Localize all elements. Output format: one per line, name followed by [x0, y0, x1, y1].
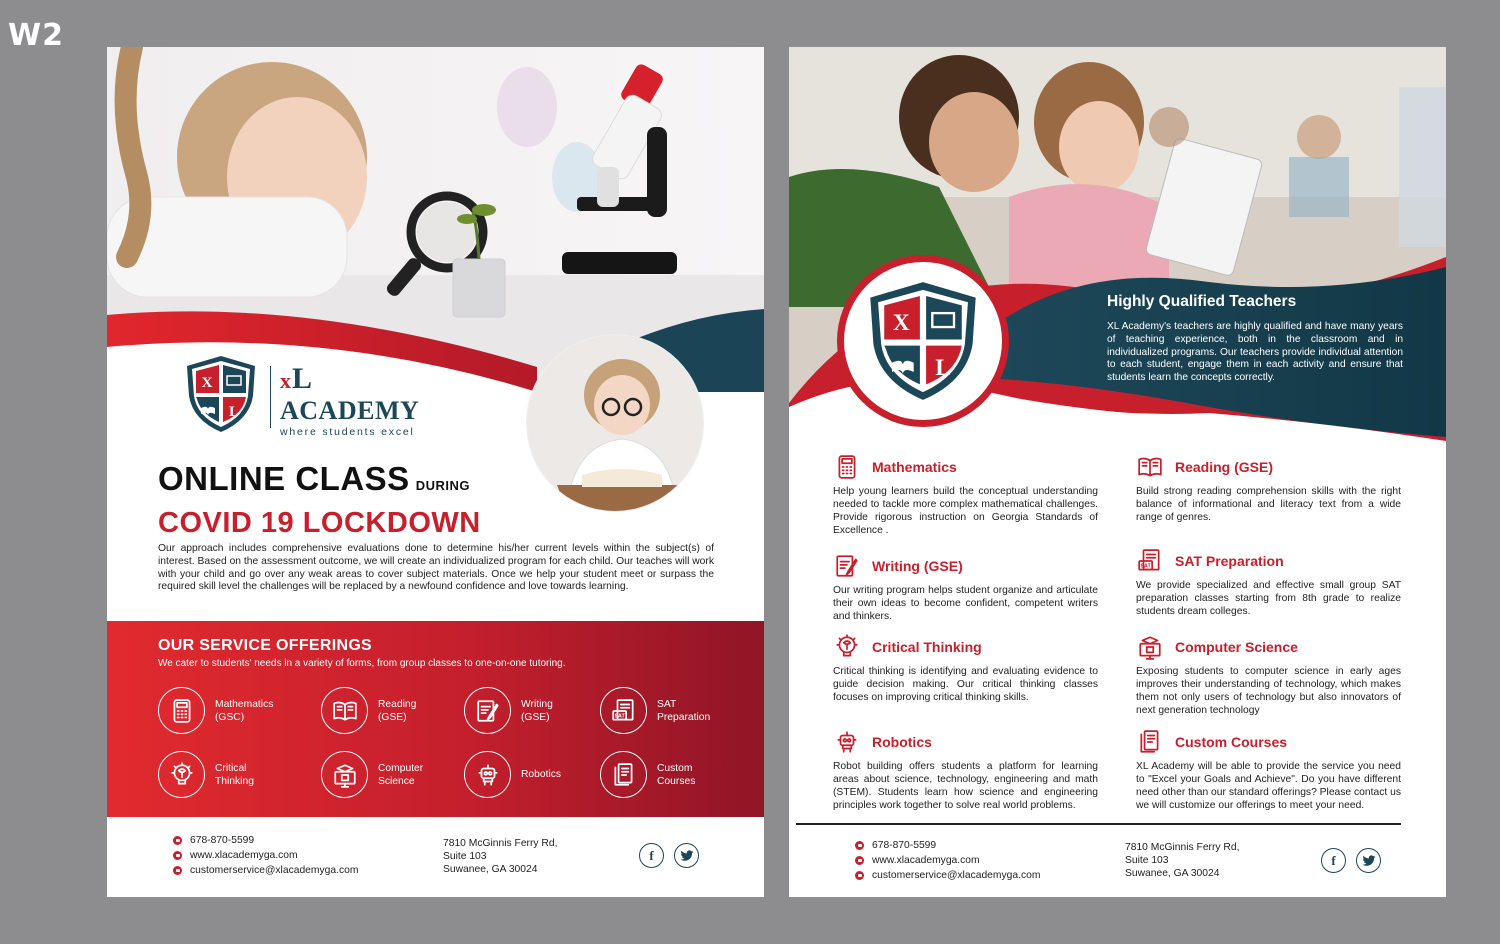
- svg-text:L: L: [935, 355, 951, 382]
- svg-text:L: L: [228, 404, 240, 420]
- social-links: [639, 843, 699, 868]
- feature-block: [833, 552, 1098, 624]
- service-item: [600, 751, 731, 798]
- facebook-icon[interactable]: f: [1321, 848, 1346, 873]
- brand-wordmark: xL ACADEMY where students excel: [280, 362, 420, 438]
- service-label: Robotics: [521, 769, 562, 780]
- service-label: Mathematics (GSC): [215, 698, 274, 723]
- service-item: [321, 687, 452, 734]
- feature-block: [1136, 728, 1401, 813]
- hero-photo: [107, 47, 764, 392]
- feature-title: Reading (GSE): [1175, 459, 1274, 475]
- writing-icon: [833, 552, 861, 580]
- phone-icon: [855, 841, 864, 850]
- calculator-icon: [833, 453, 861, 481]
- email-link[interactable]: customerservice@xlacademyga.com: [190, 865, 359, 876]
- feature-block: [833, 728, 1098, 813]
- service-item: [464, 687, 595, 734]
- feature-description: Help young learners build the conceptual understanding needed to tackle more complex mathematical challenges. Provide rigorous instruction on Georgia Standards of Excellence .: [833, 486, 1098, 536]
- flyer-front-page: [107, 47, 764, 897]
- contact-list: [173, 833, 358, 878]
- service-label: Writing (GSE): [521, 698, 553, 723]
- brain-icon: [158, 751, 205, 798]
- svg-text:X: X: [892, 310, 910, 337]
- email-icon: [173, 866, 182, 875]
- intro-paragraph: Our approach includes comprehensive evaluations done to determine his/her current levels within the subject(s) of interest. Based on the assessment outcome, we will create an individualized program for each child. Our teaches will work with your child and go over any weak areas to cover subject materials. Once we help your student meet or surpass the required skill level the challenges will be replaced by a newfound confidence and love towards learning.: [158, 543, 714, 593]
- shield-emblem: [837, 255, 1009, 427]
- feature-title: SAT Preparation: [1175, 553, 1284, 569]
- robot-icon: [833, 728, 861, 756]
- writing-icon: [464, 687, 511, 734]
- computer-icon: [321, 751, 368, 798]
- sat-icon: [1136, 547, 1164, 575]
- email-link[interactable]: customerservice@xlacademyga.com: [872, 870, 1041, 881]
- xl-academy-logo: [185, 354, 445, 436]
- contact-list: [855, 838, 1040, 883]
- feature-description: Critical thinking is identifying and evaluating evidence to guide decision making. Our critical thinking classes focuses on improving critical thinking skills.: [833, 666, 1098, 703]
- service-item: [158, 687, 289, 734]
- feature-description: We provide specialized and effective small group SAT preparation classes starting from 8th grade to realize students dream colleges.: [1136, 580, 1401, 617]
- sat-icon: [600, 687, 647, 734]
- social-links: [1321, 848, 1381, 873]
- teachers-description: XL Academy's teachers are highly qualified and have many years of teaching experience, both in the classroom and in individualized programs. Our teachers provide individual attention to each student, engage them in each activity and ensure that students learn the concepts correctly.: [1107, 321, 1403, 384]
- shield-logo-icon: [185, 354, 257, 434]
- web-icon: [173, 851, 182, 860]
- facebook-icon[interactable]: f: [639, 843, 664, 868]
- feature-block: [833, 633, 1098, 705]
- brand-tagline: where students excel: [280, 426, 415, 438]
- feature-title: Critical Thinking: [872, 639, 982, 655]
- robot-icon: [464, 751, 511, 798]
- feature-block: [1136, 453, 1401, 525]
- phone-number[interactable]: 678-870-5599: [872, 840, 937, 851]
- book-icon: [1136, 453, 1164, 481]
- flyer-back-page: [789, 47, 1446, 897]
- feature-description: Our writing program helps student organize and articulate their own ideas to become confident, competent writers and thinkers.: [833, 585, 1098, 622]
- twitter-icon[interactable]: [1356, 848, 1381, 873]
- service-offerings-band: [107, 621, 764, 817]
- courses-icon: [600, 751, 647, 798]
- service-item: [321, 751, 452, 798]
- brain-icon: [833, 633, 861, 661]
- offerings-title: OUR SERVICE OFFERINGS: [158, 637, 373, 654]
- service-item: [600, 687, 731, 734]
- email-icon: [855, 871, 864, 880]
- footer-divider: [796, 823, 1401, 825]
- feature-block: [1136, 633, 1401, 718]
- calculator-icon: [158, 687, 205, 734]
- address: 7810 McGinnis Ferry Rd, Suite 103 Suwanee, GA 30024: [1125, 842, 1240, 879]
- service-item: [464, 751, 595, 798]
- teachers-heading: Highly Qualified Teachers: [1107, 293, 1297, 310]
- feature-description: XL Academy will be able to provide the service you need to "Excel your Goals and Achieve". Do you have different need other than our standard offerings? Please contact us we will customize our offerings to meet your need.: [1136, 761, 1401, 811]
- service-label: SAT Preparation: [657, 698, 711, 723]
- headline-subtitle: COVID 19 LOCKDOWN: [158, 507, 481, 539]
- web-icon: [855, 856, 864, 865]
- service-label: Reading (GSE): [378, 698, 417, 723]
- service-item: [158, 751, 289, 798]
- feature-description: Exposing students to computer science in early ages improves their understanding of technology, which makes them not only users of technology but also innovators of next generation technology: [1136, 666, 1401, 716]
- reading-girl-photo: [527, 335, 703, 511]
- feature-description: Build strong reading comprehension skills with the right balance of informational and literacy text from a wide range of genres.: [1136, 486, 1401, 523]
- svg-text:SAT: SAT: [613, 713, 625, 720]
- feature-description: Robot building offers students a platform for learning areas about science, technology, engineering and math (STEM). Students learn how science and engineering principles work together to solve real world problems.: [833, 761, 1098, 811]
- service-label: Computer Science: [378, 762, 424, 787]
- headline: ONLINE CLASS DURING COVID 19 LOCKDOWN: [158, 460, 481, 539]
- design-badge: W2: [8, 18, 64, 53]
- shield-logo-icon: [867, 279, 979, 403]
- feature-title: Custom Courses: [1175, 734, 1288, 750]
- feature-block: [833, 453, 1098, 538]
- twitter-icon[interactable]: [674, 843, 699, 868]
- courses-icon: [1136, 728, 1164, 756]
- feature-block: [1136, 547, 1401, 619]
- phone-number[interactable]: 678-870-5599: [190, 835, 255, 846]
- logo-divider: [270, 366, 271, 428]
- phone-icon: [173, 836, 182, 845]
- service-label: Critical Thinking: [215, 762, 254, 787]
- feature-title: Computer Science: [1175, 639, 1298, 655]
- book-icon: [321, 687, 368, 734]
- computer-icon: [1136, 633, 1164, 661]
- feature-title: Robotics: [872, 734, 932, 750]
- svg-text:SAT: SAT: [1140, 563, 1151, 570]
- svg-text:X: X: [201, 375, 213, 391]
- address: 7810 McGinnis Ferry Rd, Suite 103 Suwanee, GA 30024: [443, 838, 558, 875]
- feature-title: Writing (GSE): [872, 558, 963, 574]
- feature-title: Mathematics: [872, 459, 957, 475]
- offerings-subtitle: We cater to students' needs in a variety of forms, from group classes to one-on-one tutoring.: [158, 658, 566, 669]
- website-link[interactable]: www.xlacademyga.com: [872, 855, 980, 866]
- service-label: Custom Courses: [657, 762, 696, 787]
- website-link[interactable]: www.xlacademyga.com: [190, 850, 298, 861]
- contact-footer: [107, 817, 764, 897]
